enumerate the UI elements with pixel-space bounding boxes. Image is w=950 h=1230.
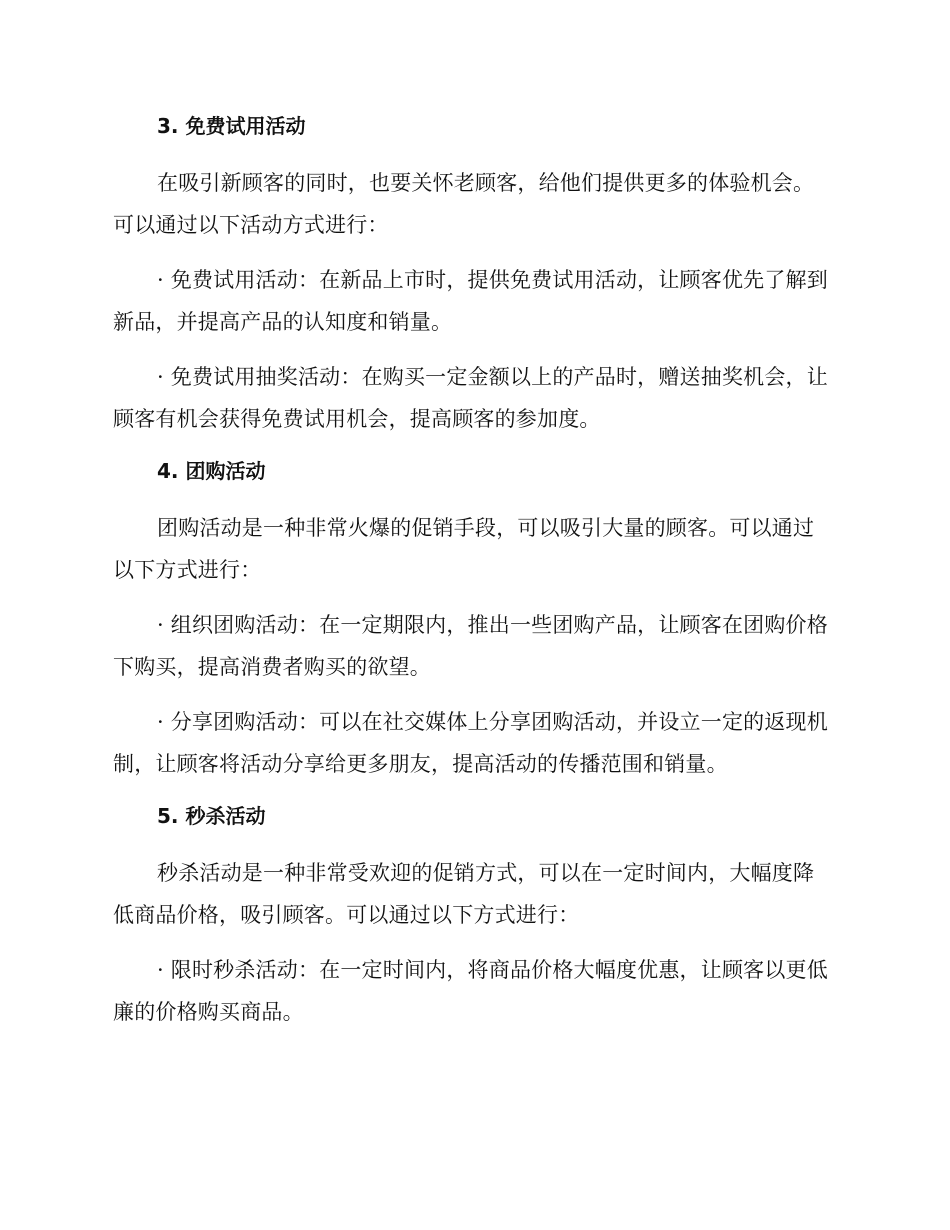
bullet-item: · 组织团购活动：在一定期限内，推出一些团购产品，让顾客在团购价格下购买，提高消费者购买的欲望。 xyxy=(113,613,828,679)
section-group-buy xyxy=(113,453,830,785)
document-content xyxy=(113,108,830,1046)
bullet-item: · 免费试用抽奖活动：在购买一定金额以上的产品时，赠送抽奖机会，让顾客有机会获得免费试用机会，提高顾客的参加度。 xyxy=(113,365,828,431)
section-intro: 秒杀活动是一种非常受欢迎的促销方式，可以在一定时间内，大幅度降低商品价格，吸引顾客。可以通过以下方式进行： xyxy=(113,861,815,927)
bullet-item: · 分享团购活动：可以在社交媒体上分享团购活动，并设立一定的返现机制，让顾客将活动分享给更多朋友，提高活动的传播范围和销量。 xyxy=(113,710,828,776)
section-intro: 团购活动是一种非常火爆的促销手段，可以吸引大量的顾客。可以通过以下方式进行： xyxy=(113,516,815,582)
section-heading: 5. 秒杀活动 xyxy=(157,804,266,828)
bullet-item: · 免费试用活动：在新品上市时，提供免费试用活动，让顾客优先了解到新品，并提高产品的认知度和销量。 xyxy=(113,268,828,334)
section-intro: 在吸引新顾客的同时，也要关怀老顾客，给他们提供更多的体验机会。可以通过以下活动方式进行： xyxy=(113,171,815,237)
bullet-item: · 限时秒杀活动：在一定时间内，将商品价格大幅度优惠，让顾客以更低廉的价格购买商品。 xyxy=(113,958,828,1024)
section-flash-sale xyxy=(113,798,830,1033)
section-heading: 4. 团购活动 xyxy=(157,459,266,483)
section-heading: 3. 免费试用活动 xyxy=(157,114,306,138)
section-free-trial xyxy=(113,108,830,440)
